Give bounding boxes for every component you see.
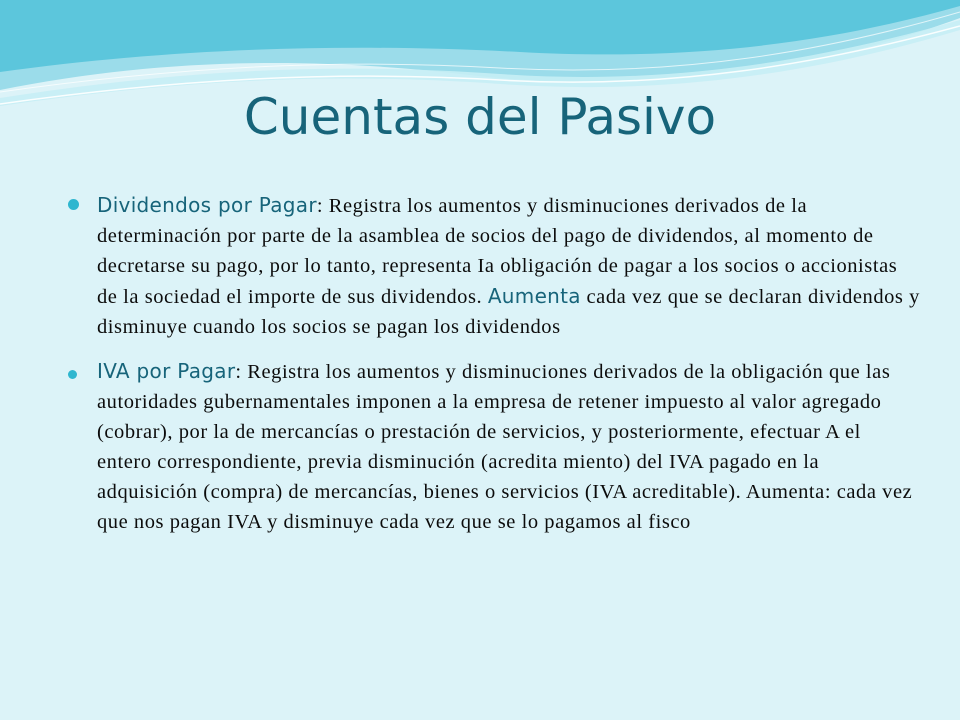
term-dividendos-por-pagar: Dividendos por Pagar (97, 193, 317, 217)
bullet-item-iva (68, 356, 920, 537)
term-aumenta: Aumenta (487, 284, 581, 308)
bullet-text-continued: cada vez que se declaran dividendos y disminuye cuando los socios se pagan los dividendos (97, 286, 920, 338)
bullet-dot-icon (68, 199, 79, 210)
term-iva-por-pagar: IVA por Pagar (97, 359, 236, 383)
bullet-text: Registra los aumentos y disminuciones derivados de la obligación que las autoridades gubernamentales imponen a la empresa de retener impuesto al valor agregado (cobrar), por la de mercancías o prestación de servicios, y posteriormente, efectuar A el entero correspondiente, previa disminución (acredita miento) del IVA pagado en la adquisición (compra) de mercancías, bienes o servicios (IVA acreditable). Aumenta: cada vez que nos pagan IVA y disminuye cada vez que se lo pagamos al fisco (97, 361, 913, 533)
bullet-text: Registra los aumentos y disminuciones derivados de la determinación por parte de la asamblea de socios del pago de dividendos, al momento de decretarse su pago, por lo tanto, representa Ia obligación de pagar a los socios o accionistas de la sociedad el importe de sus dividendos. (97, 195, 898, 308)
term-separator: : (316, 195, 329, 217)
bullet-dot-icon (68, 370, 77, 379)
term-separator: : (235, 361, 248, 383)
slide-title: Cuentas del Pasivo (243, 88, 717, 146)
bullet-item-dividendos (68, 190, 920, 342)
bullet-list (68, 190, 920, 537)
